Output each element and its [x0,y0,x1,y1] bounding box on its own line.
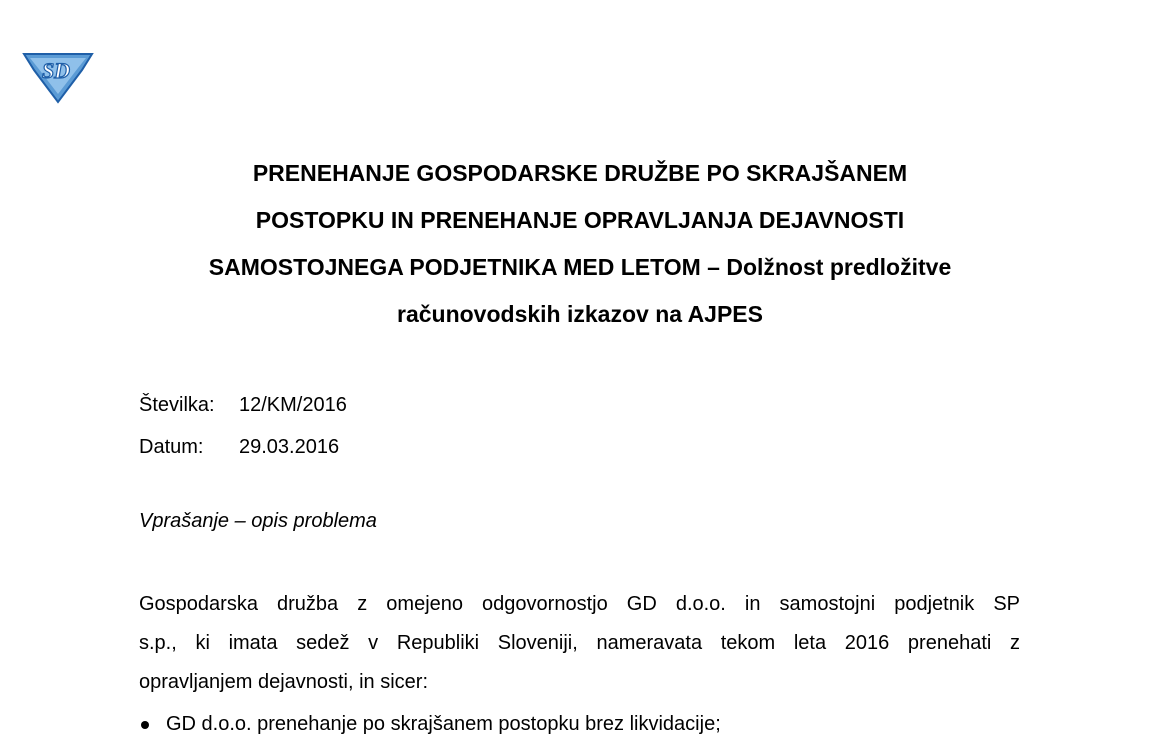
paragraph-line: opravljanjem dejavnosti, in sicer: [139,671,429,693]
logo-letters: SD [41,58,71,83]
list-item-text: GD d.o.o. prenehanje po skrajšanem postopku brez likvidacije; [166,713,721,735]
document-meta [139,384,347,468]
number-value: 12/KM/2016 [239,394,347,416]
paragraph-line: s.p., ki imata sedež v Republiki Sloveniji, nameravata tekom leta 2016 prenehati z [139,632,1020,654]
number-label: Številka: [139,394,215,416]
bullet-icon [141,721,149,729]
title-line: POSTOPKU IN PRENEHANJE OPRAVLJANJA DEJAVNOSTI [255,207,905,233]
list-item [139,705,721,744]
number-row [139,384,347,426]
description-paragraph [139,585,1020,702]
question-heading: Vprašanje – opis problema [139,510,377,532]
date-row [139,426,347,468]
date-label: Datum: [139,436,204,458]
title-line: računovodskih izkazov na AJPES [397,301,763,327]
company-logo [20,46,96,104]
sd-shield-icon [20,46,96,104]
paragraph-line: Gospodarska družba z omejeno odgovornostjo GD d.o.o. in samostojni podjetnik SP [139,593,1020,615]
date-value: 29.03.2016 [239,436,340,458]
bullet-list [139,705,721,744]
title-line: SAMOSTOJNEGA PODJETNIKA MED LETOM – Dolžnost predložitve [208,254,952,280]
document-title [120,150,1040,338]
title-line: PRENEHANJE GOSPODARSKE DRUŽBE PO SKRAJŠANEM [252,160,908,186]
